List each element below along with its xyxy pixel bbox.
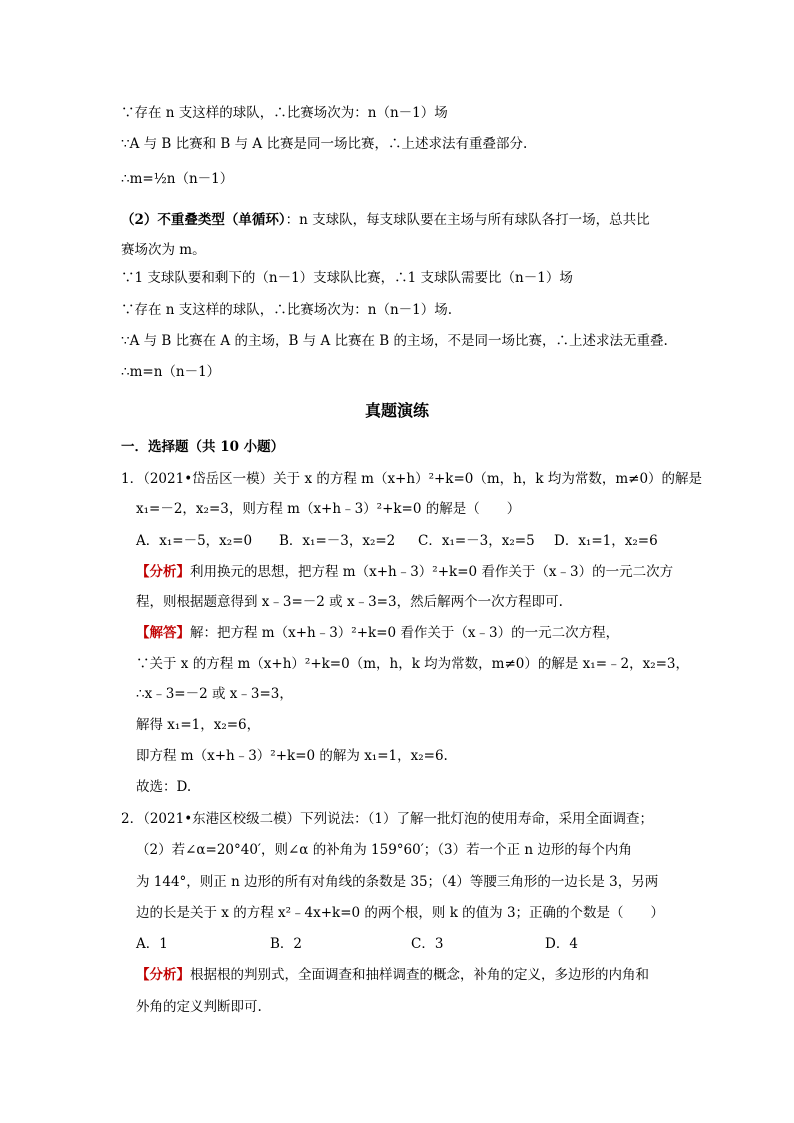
text-line: 赛场次为 m。 (121, 242, 206, 258)
subheading-label: （2）不重叠类型（单循环） (121, 212, 286, 228)
answer-line: 即方程 m（x+h﹣3）²+k=0 的解为 x₁=1，x₂=6. (136, 748, 448, 764)
answer-line: 故选：D. (136, 779, 192, 795)
text-span: ：n 支球队，每支球队要在主场与所有球队各打一场，总共比 (285, 212, 650, 228)
option-b: B．2 (270, 936, 303, 952)
question-2-stem: 边的长是关于 x 的方程 x²﹣4x+k=0 的两个根，则 k 的值为 3；正确的个数是（ ） (136, 905, 665, 921)
answer-line: 解得 x₁=1，x₂=6， (136, 717, 261, 733)
question-2-stem: （2）若∠α=20°40′，则∠α 的补角为 159°60′；（3）若一个正 n 边形的每个内角 (136, 842, 632, 858)
text-line: ∵存在 n 支这样的球队，∴比赛场次为：n（n－1）场. (121, 302, 453, 318)
answer-tag: 【解答】 (136, 625, 190, 641)
analysis-line (136, 965, 649, 985)
question-2-options (136, 934, 578, 954)
answer-line (136, 623, 619, 643)
analysis-tag: 【分析】 (136, 564, 190, 580)
question-1-stem: x₁=－2，x₂=3，则方程 m（x+h﹣3）²+k=0 的解是（ ） (136, 501, 521, 517)
question-1-options (136, 531, 658, 551)
formula-line: ∴m=½n（n－1） (121, 171, 234, 187)
formula-line: ∴m=n（n－1） (121, 364, 221, 380)
text-line: ∵存在 n 支这样的球队，∴比赛场次为：n（n－1）场 (121, 105, 448, 121)
part-heading: 一．选择题（共 10 小题） (121, 439, 285, 455)
analysis-line: 外角的定义判断即可. (136, 999, 262, 1015)
analysis-line (136, 562, 673, 582)
section-title: 真题演练 (364, 401, 429, 420)
option-d: D．4 (545, 936, 578, 952)
analysis-text: 根据根的判别式，全面调查和抽样调查的概念，补角的定义，多边形的内角和 (190, 967, 649, 983)
option-d: D．x₁=1，x₂=6 (554, 533, 658, 549)
text-line: ∵A 与 B 比赛和 B 与 A 比赛是同一场比赛，∴上述求法有重叠部分. (121, 136, 528, 152)
option-c: C．3 (411, 936, 444, 952)
question-2-stem: 为 144°，则正 n 边形的所有对角线的条数是 35；（4）等腰三角形的一边长是 3，另两 (136, 874, 659, 890)
analysis-line: 程，则根据题意得到 x﹣3=－2 或 x﹣3=3，然后解两个一次方程即可. (136, 594, 563, 610)
question-1-stem: 1．（2021•岱岳区一模）关于 x 的方程 m（x+h）²+k=0（m，h，k 均为常数，m≠0）的解是 (121, 471, 703, 487)
answer-line: ∴x﹣3=－2 或 x﹣3=3， (136, 686, 293, 702)
subheading-line (121, 210, 650, 230)
option-a: A．1 (136, 936, 168, 952)
answer-line: ∵关于 x 的方程 m（x+h）²+k=0（m，h，k 均为常数，m≠0）的解是 x₁=﹣2，x₂=3， (136, 656, 690, 672)
question-2-stem: 2．（2021•东港区校级二模）下列说法：（1）了解一批灯泡的使用寿命，采用全面调查； (121, 811, 653, 827)
answer-text: 解：把方程 m（x+h﹣3）²+k=0 看作关于（x﹣3）的一元二次方程， (190, 625, 620, 641)
analysis-tag: 【分析】 (136, 967, 190, 983)
text-line: ∵1 支球队要和剩下的（n－1）支球队比赛，∴1 支球队需要比（n－1）场 (121, 270, 573, 286)
text-line: ∵A 与 B 比赛在 A 的主场，B 与 A 比赛在 B 的主场，不是同一场比赛，∴上述求法无重叠. (121, 333, 668, 349)
option-c: C．x₁=－3，x₂=5 (418, 533, 535, 549)
analysis-text: 利用换元的思想，把方程 m（x+h﹣3）²+k=0 看作关于（x﹣3）的一元二次方 (190, 564, 674, 580)
option-a: A．x₁=－5，x₂=0 (136, 533, 253, 549)
option-b: B．x₁=－3，x₂=2 (279, 533, 396, 549)
